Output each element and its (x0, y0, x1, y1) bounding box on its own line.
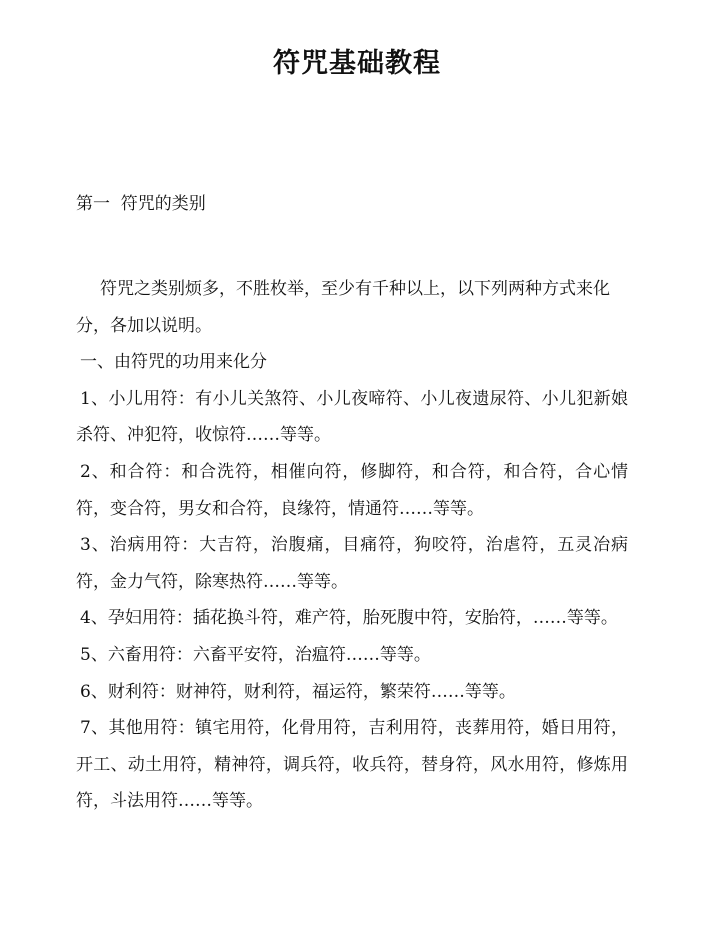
list-item: 4、孕妇用符：插花换斗符，难产符，胎死腹中符，安胎符，……等等。 (80, 608, 618, 629)
document-title: 符咒基础教程 (273, 48, 441, 79)
intro-paragraph: 符咒之类别烦多，不胜枚举，至少有千种以上，以下列两种方式来化分，各加以说明。 (76, 279, 610, 336)
chapter-heading: 第一 符咒的类别 (76, 194, 206, 214)
list-item: 3、治病用符：大吉符，治腹痛，目痛符，狗咬符，治虐符，五灵冶病符，金力气符，除寒热符……等等。 (76, 535, 628, 592)
list-item: 5、六畜用符：六畜平安符，治瘟符……等等。 (80, 644, 431, 665)
list-item: 2、和合符：和合洗符，相催向符，修脚符，和合符，和合符，合心情符，变合符，男女和合符，良缘符，情通符……等等。 (76, 461, 628, 519)
section-heading: 一、由符咒的功用来化分 (80, 352, 267, 373)
document-body (76, 271, 628, 820)
list-item: 7、其他用符：镇宅用符，化骨用符，吉利用符，丧葬用符，婚日用符，开工、动土用符，精神符，调兵符，收兵符，替身符，风水用符，修炼用符，斗法用符……等等。 (76, 718, 628, 812)
list-item: 6、财利符：财神符，财利符，福运符，繁荣符……等等。 (80, 681, 516, 702)
list-item: 1、小儿用符：有小儿关煞符、小儿夜啼符、小儿夜遗尿符、小儿犯新娘杀符、冲犯符，收惊符……等等。 (76, 388, 628, 446)
